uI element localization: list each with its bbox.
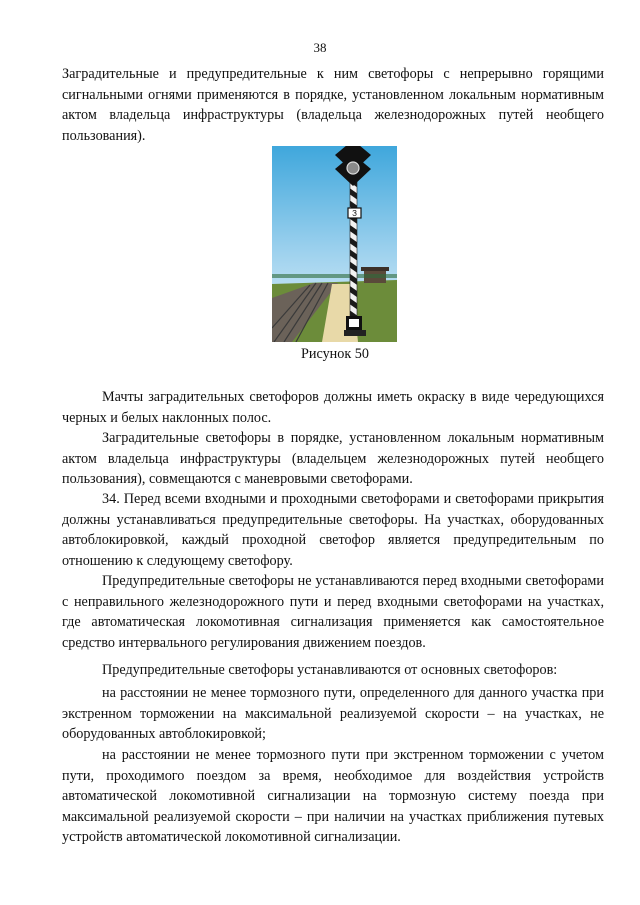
paragraph-combined-shunting-signals: Заградительные светофоры в порядке, установленном локальным нормативным актом владельца инфраструктуры (владельцем железнодорожных путей необщего пользования), совмещаются с маневровыми светофорами. [62,430,604,487]
paragraph-distance-with-alsn: на расстоянии не менее тормозного пути при экстренном торможении с учетом пути, проходимого поездом за время, необходимое для воздействия устройств автоматической локомотивной сигнализации на тормозную систему поезда при максимальной реализуемой скорости – при наличии на участках приближения путевых устройств автоматической локомотивной сигнализации. [62,747,604,845]
mast-plate-letter: З [352,209,357,218]
barrier-signal-picture [272,146,397,342]
signal-lamp [347,162,359,174]
paragraph-installation-distance: Предупредительные светофоры устанавливаются от основных светофоров: [102,662,558,678]
paragraph-not-installed: Предупредительные светофоры не устанавливаются перед входными светофорами с неправильного железнодорожного пути и перед входными светофорами на участках, где автоматическая локомотивная сигнализация применяется как самостоятельное средство интервального регулирования движением поездов. [62,573,604,651]
mast-foundation [344,330,366,336]
page-number: 38 [313,40,327,55]
paragraph-distance-no-autoblock: на расстоянии не менее тормозного пути, определенного для данного участка при экстренном торможении на максимальной реализуемой скорости – на участках, не оборудованных автоблокировкой; [62,685,604,742]
paragraph-barrier-signals-intro: Заградительные и предупредительные к ним светофоры с непрерывно горящими сигнальными огнями применяются в порядке, установленном локальным нормативным актом владельца инфраструктуры (владельца железнодорожных путей необщего пользования). [62,66,604,144]
figure-barrier-signal-illustration [272,146,397,342]
paragraph-mast-coloring: Мачты заградительных светофоров должны иметь окраску в виде чередующихся черных и белых наклонных полос. [62,389,604,426]
striped-mast [350,172,357,318]
figure-caption: Рисунок 50 [300,346,369,362]
paragraph-item-34: 34. Перед всеми входными и проходными светофорами и светофорами прикрытия должны устанавливаться предупредительные светофоры. На участках, оборудованных автоблокировкой, каждый проходной светофор является предупредительным по отношению к следующему светофору. [62,491,604,569]
